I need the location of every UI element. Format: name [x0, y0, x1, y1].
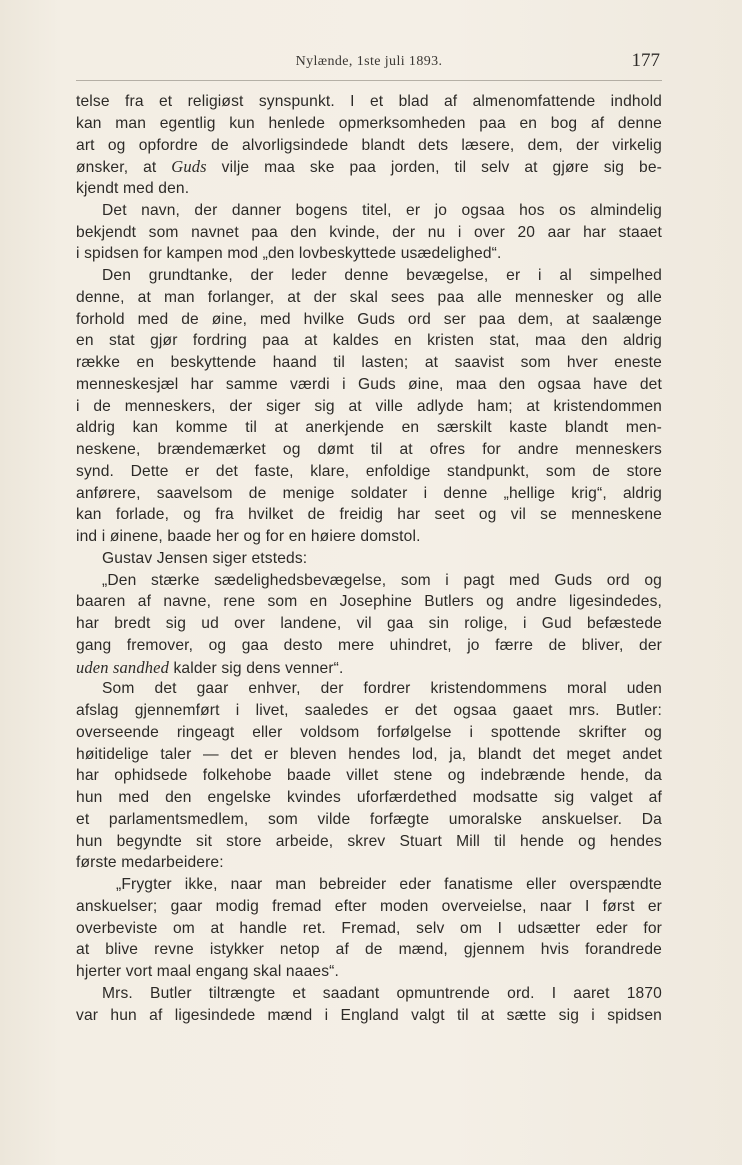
text-line: første medarbeidere:: [76, 854, 224, 872]
text-line: i spidsen for kampen mod „den lovbeskyttede usædelighed“.: [76, 245, 502, 263]
text-line: hun med den engelske kvindes uforfærdethed modsatte sig valget af: [76, 789, 662, 806]
text-line: kan forlade, og fra hvilket de freidig har seet og vil se menneskene: [76, 506, 662, 524]
text-line: Det navn, der danner bogens titel, er jo ogsaa hos os almindelig: [102, 201, 662, 219]
text-line: en stat gjør fordring paa at kaldes en kristen stat, maa den aldrig: [76, 332, 662, 350]
italic-emphasis: Guds: [171, 157, 207, 177]
text-line: art og opfordre de alvorligsindede blandt dets læsere, dem, der virkelig: [76, 136, 662, 154]
text-line: Gustav Jensen siger etsteds:: [102, 549, 308, 567]
page-number: 177: [631, 50, 660, 71]
text-line: overbeviste om at handle ret. Fremad, selv om I udsætter eder for: [76, 919, 662, 937]
text-line: ind i øinene, baade her og for en høiere domstol.: [76, 528, 421, 545]
text-line: anførere, saavelsom de menige soldater i denne „hellige krig“, aldrig: [76, 484, 662, 502]
text-segment: ønsker, at: [76, 159, 172, 177]
text-line: at blive revne istykker netop af de mænd, gjennem hvis forandrede: [76, 941, 662, 959]
text-segment: kalder sig dens venner“.: [169, 659, 344, 677]
text-line: afslag gjennemført i livet, saaledes er det ogsaa gaaet mrs. Butler:: [76, 702, 662, 719]
text-line: „Frygter ikke, naar man bebreider eder fanatisme eller overspændte: [116, 876, 662, 893]
text-line: [76, 156, 662, 178]
text-line: synd. Dette er det faste, klare, enfoldige standpunkt, som de store: [76, 462, 662, 480]
text-line: kjendt med den.: [76, 180, 190, 197]
text-line: har ophidsede folkehobe baade villet stene og indebrænde hende, da: [76, 767, 662, 785]
text-line: bekjendt som navnet paa den kvinde, der nu i over 20 aar har staaet: [76, 223, 662, 241]
text-line: kan man egentlig kun henlede opmerksomheden paa en bog af denne: [76, 114, 662, 132]
running-title: Nylænde, 1ste juli 1893.: [295, 54, 443, 69]
text-line: række en beskyttende haand til lasten; at saavist som hver eneste: [76, 354, 662, 371]
text-body: [76, 91, 662, 1026]
text-line: denne, at man forlanger, at der skal sees paa alle mennesker og alle: [76, 288, 662, 306]
text-line: hun begyndte sit store arbeide, skrev Stuart Mill til hende og hendes: [76, 832, 662, 850]
italic-emphasis: uden sandhed: [76, 657, 169, 677]
text-line: [76, 657, 662, 679]
text-line: „Den stærke sædelighedsbevægelse, som i pagt med Guds ord og: [102, 571, 662, 589]
text-line: baaren af navne, rene som en Josephine Butlers og andre ligesindedes,: [76, 593, 662, 611]
text-line: neskene, brændemærket og dømt til at ofres for andre menneskers: [76, 441, 662, 458]
text-line: Mrs. Butler tiltrængte et saadant opmuntrende ord. I aaret 1870: [102, 984, 662, 1002]
text-line: hjerter vort maal engang skal naaes“.: [76, 963, 339, 980]
text-line: har bredt sig ud over landene, vil gaa sin rolige, i Gud befæstede: [76, 615, 662, 632]
text-line: menneskesjæl har samme værdi i Guds øine, maa den ogsaa have det: [76, 375, 662, 393]
text-line: telse fra et religiøst synspunkt. I et blad af almenomfattende indhold: [76, 93, 662, 110]
text-line: anskuelser; gaar modig fremad efter moden overveielse, naar I først er: [76, 897, 662, 915]
text-line: et parlamentsmedlem, som vilde forfægte umoralske anskuelser. Da: [76, 810, 662, 828]
text-line: var hun af ligesindede mænd i England valgt til at sætte sig i spidsen: [76, 1006, 662, 1024]
text-line: gang fremover, og gaa desto mere uhindret, jo færre de bliver, der: [76, 636, 662, 654]
text-line: Den grundtanke, der leder denne bevægelse, er i al simpelhed: [102, 267, 662, 284]
text-line: i de menneskers, der siger sig at ville adlyde ham; at kristendommen: [76, 397, 662, 415]
text-line: Som det gaar enhver, der fordrer kristendommens moral uden: [102, 680, 662, 698]
text-line: aldrig kan komme til at anerkjende en særskilt kaste blandt men-: [76, 419, 662, 437]
text-line: forhold med de øine, med hvilke Guds ord ser paa dem, at saalænge: [76, 310, 662, 328]
header-rule: [76, 80, 662, 81]
page-header: [76, 50, 662, 78]
text-segment: vilje maa ske paa jorden, til selv at gjøre sig be-: [206, 159, 662, 177]
text-line: overseende ringeagt eller voldsom forfølgelse i spottende skrifter og: [76, 723, 662, 741]
text-line: høitidelige taler — det er bleven hendes lod, ja, blandt det meget andet: [76, 745, 662, 763]
